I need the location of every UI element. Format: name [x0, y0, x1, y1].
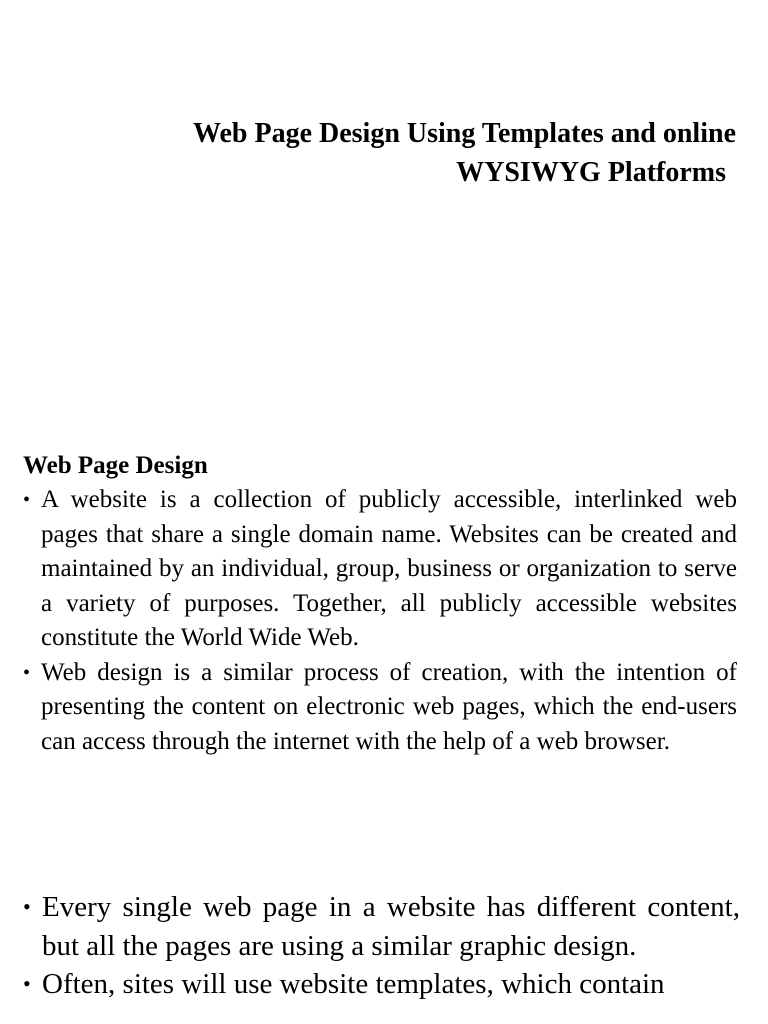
- list-item: [23, 656, 737, 760]
- bullet-icon: •: [23, 489, 31, 511]
- bullet-text: Web design is a similar process of creation, with the intention of presenting the content on electronic web pages, which the end-users can access through the internet with the help of a web browser.: [41, 658, 737, 755]
- bullet-text: Every single web page in a website has different content, but all the pages are using a similar graphic design.: [42, 891, 740, 962]
- bullet-list: [23, 483, 737, 759]
- bullet-icon: •: [23, 971, 31, 996]
- templates-section: [23, 888, 740, 1004]
- page-title: [40, 114, 736, 192]
- bullet-text: A website is a collection of publicly accessible, interlinked web pages that share a single domain name. Websites can be created and maintained by an individual, group, business or organization to serve a variety of purposes. Together, all publicly accessible websites constitute the World Wide Web.: [41, 486, 737, 651]
- bullet-list: [23, 888, 740, 1004]
- bullet-text: Often, sites will use website templates, which contain: [42, 968, 665, 1000]
- list-item: [23, 965, 740, 1004]
- list-item: [23, 888, 740, 965]
- list-item: [23, 483, 737, 656]
- title-line-1: Web Page Design Using Templates and online: [193, 118, 736, 149]
- title-line-2: WYSIWYG Platforms: [456, 157, 726, 188]
- bullet-icon: •: [23, 661, 31, 684]
- section-heading: Web Page Design: [23, 452, 208, 479]
- bullet-icon: •: [23, 894, 31, 919]
- web-page-design-section: [23, 449, 737, 759]
